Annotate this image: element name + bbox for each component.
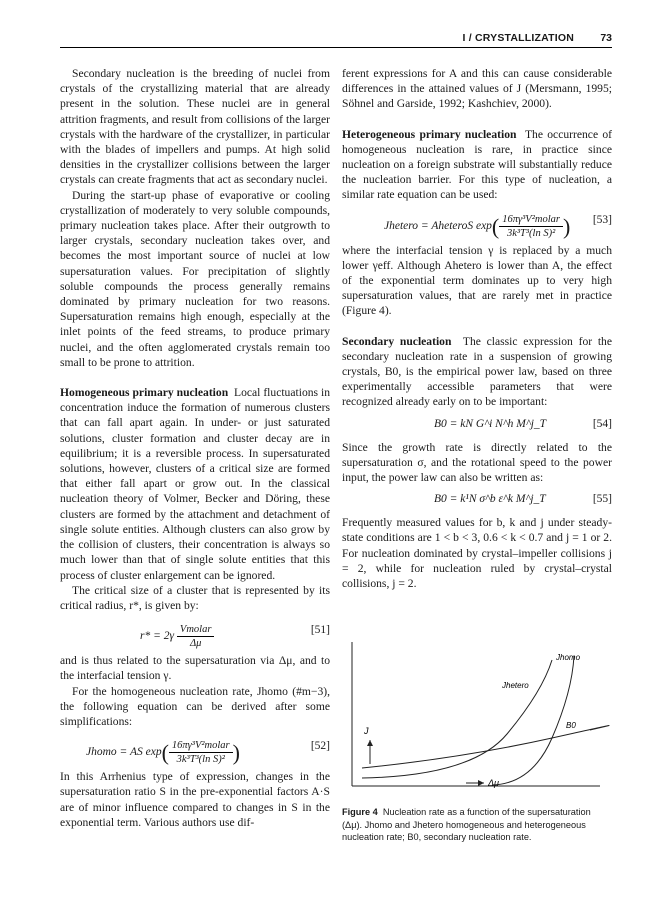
equation-number: [55] [592, 493, 612, 506]
right-arrow-icon [478, 780, 484, 786]
paragraph: In this Arrhenius type of expression, changes in the supersaturation ratio S in the pre-exponential factors A·S are of minor influence compared to changes in S in the exponential term. Various authors use dif- [60, 770, 330, 829]
equation-number: [54] [592, 417, 612, 430]
curve-j-homo [492, 656, 574, 785]
section-heading-homogeneous: Homogeneous primary nucleation [60, 386, 229, 400]
section-heading-heterogeneous: Heterogeneous primary nucleation [342, 127, 517, 141]
equation-54: B0 = kN G^i N^h M^j_T [54] [342, 410, 612, 440]
figure-4 [342, 638, 612, 844]
paragraph: ferent expressions for A and this can cause considerable differences in the attained values of J (Mersmann, 1995; Söhnel and Garside, 1992; Kashchiev, 2000). [342, 67, 612, 111]
paragraph: For the homogeneous nucleation rate, Jhomo (#m−3), the following equation can be derived after some simplifications: [60, 684, 330, 728]
label-j-hetero: Jhetero [502, 681, 529, 690]
equation-53: Jhetero = AheteroS exp( $\frac{\text{16πγ³V²molar}}{\text{3k³T³(ln S)²}}$ ) [53] [384, 213, 612, 239]
curve-j-hetero [362, 660, 552, 778]
paragraph: Secondary nucleation The classic expression for the secondary nucleation rate in a suspension of growing crystals, B0, is the empirical power law, based on three experimentally accessible parameters that were recognized already early on to be important: [342, 334, 612, 409]
paragraph: Since the growth rate is directly related to the supersaturation σ, and the rotational speed to the power input, the power law can also be written as: [342, 440, 612, 485]
page-number: 73 [600, 32, 612, 44]
curve-b0 [362, 726, 609, 769]
label-b0: B0 [566, 721, 576, 730]
caption-text: Nucleation rate as a function of the supersaturation (Δμ). Jhomo and Jhetero homogeneous and heterogeneous nucleation rate; B0, secondary nucleation rate. [342, 807, 591, 843]
equation-number: [53] [592, 213, 612, 226]
up-arrow-icon [367, 740, 373, 746]
paragraph: Heterogeneous primary nucleation The occurrence of homogeneous nucleation is rare, in practice since nucleation on a foreign substrate will substantially reduce the nucleation barrier. For this type of nucleation, a similar rate equation can be used: [342, 127, 612, 202]
equation-55: B0 = k¹N σ^b ε^k M^j_T [55] [342, 485, 612, 515]
paragraph: where the interfacial tension γ is replaced by a much lower γeff. Although Ahetero is lower than A, the effect of the exponential term dominates up to very high supersaturation values, that are rarely met in practice (Figure 4). [342, 243, 612, 318]
paragraph: and is thus related to the supersaturation via Δμ, and to the interfacial tension γ. [60, 654, 330, 683]
x-axis-label: Δμ [488, 778, 499, 788]
header-rule [60, 47, 612, 48]
label-j-homo: Jhomo [556, 653, 581, 662]
equation-52: Jhomo = AS exp( $\frac{\text{16πγ³V²molar}}{\text{3k³T³(ln S)²}}$ ) [52] [86, 740, 330, 766]
paragraph: The critical size of a cluster that is represented by its critical radius, r*, is given by: [60, 583, 330, 612]
equation-number: [51] [310, 624, 330, 637]
paragraph: Secondary nucleation is the breeding of nuclei from crystals of the crystallizing material that are already present in the solution. These nuclei are in general attrition fragments, and result from collisions of the larger crystals with the hardware of the crystallizer, in particular with the blades of impellers and pumps. At high solid densities in the crystallizer collisions between the larger crystals can create fragments that act as secondary nuclei. [60, 67, 330, 187]
left-column [60, 66, 330, 830]
nucleation-rate-graph [342, 638, 612, 798]
figure-caption [342, 806, 612, 844]
paragraph: Homogeneous primary nucleation Local fluctuations in concentration induce the formation of numerous clusters that can fall apart again. In under- or just saturated solutions, cluster formation and cluster decay are in equilibrium; it is a reversible process. In supersaturated solutions, however, clusters of a critical size are formed that either fall apart or grow out. In the classical nucleation theory of Volmer, Becker and Döring, these clusters are formed by the attachment and detachment of single solute entities. Although clusters can also grow by the collision of clusters, their concentration is always so much lower than that of single solute entities that this process of cluster enlargement can be ignored. [60, 386, 330, 582]
paragraph: During the start-up phase of evaporative or cooling crystallization of moderately to very soluble compounds, primary nucleation takes place. After their outgrowth to larger crystals, secondary nucleation takes over, and becomes the most important source of nuclei at low supersaturation values. For precipitation of slightly soluble compounds the process generally remains dominated by primary nucleation for two reasons. Supersaturation remains high enough, especially at the inlet points of the feed streams, to produce primary nuclei, and the often agglomerated crystals remain too small to be prone to attrition. [60, 188, 330, 369]
paragraph: Frequently measured values for b, k and j under steady-state conditions are 1 < b < 3, 0.6 < k < 0.7 and j = 1 or 2. For nucleation dominated by crystal–impeller collisions j = 2, while for nucleation ruled by crystal–crystal collisions, j = 2. [342, 516, 612, 591]
equation-number: [52] [310, 740, 330, 753]
y-axis-label: J [364, 726, 369, 736]
caption-label: Figure 4 [342, 807, 378, 817]
section-heading-secondary: Secondary nucleation [342, 334, 452, 348]
section-title: I / CRYSTALLIZATION [462, 32, 574, 44]
right-column [342, 66, 612, 591]
equation-51: r* = 2γ $\frac{\text{Vmolar}}{\Delta\mu}$ [51] [140, 624, 330, 650]
